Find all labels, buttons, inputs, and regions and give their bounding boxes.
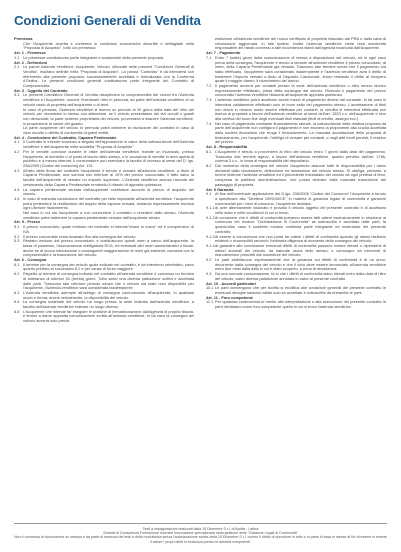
article-section [14,37,194,51]
article-heading: Art. 2 - Definizioni [14,59,48,65]
article-heading: Premessa [14,36,33,41]
article-paragraph [14,197,194,211]
article-heading: Art. 3 - Oggetto del Contratto [14,87,68,93]
paragraph-number: 9.3 [206,271,212,277]
article-section [14,89,194,136]
paragraph-text: Dal momento della consegna del veicolo l'acquirente assume tutte le responsabilità per i danni derivanti dalla circolazione, detenzione ed immissione del veicolo stesso. Si obbliga, pertanto, a tenere indenne l'azienda venditrice ed il precedente intestatario del veicolo da ogni pretesa di terzi, compresa la pubblica amministrazione, che possa derivare dalla mancata trascrizione del passaggio di proprietà. [215,162,386,187]
paragraph-text: Nel caso di pagamento mediante finanziamento rateale, la sottoscrizione della relativa proposta da parte dell'acquirente non configura il pagamento e non esonera la proponente alla scuola accettata dalla società finanziaria che eroga il finanziamento. La mancata accettazione della proposta di finanziamento, per l'acquirente, l'obbligo di versare per contanti, o negli altri modi previsti, il residuo del prezzo. [215,120,386,145]
article-section [206,51,386,145]
article-paragraph [14,93,194,107]
paragraph-text: di garantire alla conclusione eventuali difetti di conformità possono essere rilevati o dipendenti di utilizzi anomali del veicolo, da naturale usura dello stesso, e comunque da interventi di manutenzione prescritti dal costruttore del veicolo; [215,242,386,258]
article-heading: Art. 1 - Premesse [14,50,46,56]
article-paragraph [206,244,386,258]
article-section [206,37,386,51]
footer-line-3: Non è concessa la riproduzione su stampa e da parte di nessuno dei testi e della modulistica senza l'autorizzazione scritta della 15 Dicembre S.r.l. ovvero il diritto di riprodurre in tutto o in parte di essa le stesse ai fini di essere in essere il valore i propri diritti in esclusiva presso le autorità competenti. [14,535,387,544]
article-section [206,282,386,296]
article-paragraph [206,56,386,84]
article-paragraph [14,150,194,169]
paragraph-text: Il prezzo concordato, quale indicato nel contratto si intende"chiavi in mano" ed è comprensivo di IVA. [23,224,194,234]
paragraph-number: 7.3 [206,97,212,103]
paragraph-text: Da una normale consumazione, fa sì che i difetti di conformità siano rilevati entro dalla data di ritiro del veicolo, salvo diversa pattuizione annotata in calce al presente contratto. [215,271,386,281]
paragraph-text: In caso di permuta, l'Azienda venditrice si riserva un periodo di 30 giorni dalla data del ritiro del veicolo per riscontrare lo stesso con attenzione, se il veicolo presentasse dei vizi occulti o guasti non denunciati, la parte cedente proprietaria del veicolo, provvederà a risarcire l'azienda venditrice, in proporzione al valore del guasto. [23,106,194,126]
article-section [206,145,386,187]
article-paragraph [14,108,194,127]
paragraph-number: 5.3 [14,238,20,244]
paragraph-text: Le parole Azienda Venditrice, Acquirente, Veicolo, utilizzate nelle presenti "Condizioni Generali di Vendita", risultano definite nella "Proposta di Acquisto". La parola "Contratto" è da intendersi con riferimento alla presente proposta, successivamente accettata e formalizzata con la Conferma d'Ordine. Le presenti condizioni generali costituiscono parte integrante del Contratto di Compravendita. [23,64,194,89]
article-heading: Art. 6 - Consegna [14,257,47,263]
paragraph-number: 9.1.2 [206,214,215,220]
left-column [14,37,194,324]
paragraph-number: 11.1 [206,299,214,305]
paragraph-number: 4.2 [14,148,20,154]
paragraph-number: 9.1.4 [206,242,215,248]
paragraph-number: 4.3 [14,167,20,173]
paragraph-text: Per qualsiasi controversia in merito alla interpretazione o alla esecuzione del presente contratto le parti dichiarano come foro competente quello in cui si trova l'azienda venditrice. [215,299,386,310]
article-paragraph [14,211,194,220]
paragraph-text: L'Acquirente che intende far eseguire le pratiche di immatricolazione dall'agenzia di propria fiducia, è tenuto a darne apposita comunicazione scritta all'azienda venditrice. In tal caso la consegna del veicolo avverrà solo previa [23,308,194,324]
paragraph-number [14,108,23,127]
paragraph-text: All'atto della firma del contratto l'acquirente è tenuto a versare all'azienda venditrice, a titolo di Caparra Penitenziale, una somma non inferiore al 10% del prezzo concordato, il fatto salvo la facoltà dell'acquirente di versare un importo superiore. L'Azienda venditrice accusa ricevuta del versamento della Caparra Penitenziale rendendo il rilascio di apposita quietanza. [23,167,194,187]
article-section [14,136,194,221]
footer [14,523,387,544]
paragraph-text: Che l'Acquirente accetta e conferma le condizioni economiche descritte e dettagliate nella "Proposta di Acquisto", tutto ciò premesso: [23,40,194,51]
paragraph-number: 9.1.3 [206,233,215,239]
paragraph-text: Le parti stabiliscono espressamente che la garanzia sui difetti di conformità è di un anno, decorrente dalla consegna del veicolo e che il vizio deve essere denunciato all'azienda venditrice entro due mesi dalla data in cui è stato scoperto, a pena di decadenza; [215,257,386,272]
paragraph-number: 7.2 [206,83,212,89]
article-paragraph [14,310,194,324]
paragraph-text: Le parti convengono che per iscritto si modifica alle condizioni generali del presente contratto le eventuali deroghe saranno valide solo se accettate e sottoscritte da entrambe le parti. [215,285,386,295]
paragraph-text: La consegna materiale del veicolo ha luogo presso la sede indicata dall'azienda venditrice, a facoltà dell'azienda venditrice indicare un luogo diverso. [23,299,194,310]
paragraph-text: La caparra penitenziale versata dall'acquirente costituisce acconto al prezzo di acquisto del veicolo. [23,186,194,197]
article-heading: Art. 11 - Foro competente [206,294,253,300]
paragraph-number: 5.1 [14,224,20,230]
paragraph-number: 4.1 [14,139,20,145]
article-section [14,220,194,258]
article-heading: Art. 4 - Conclusione del Contratto, Caparra Penitenziale [14,134,117,140]
columns [14,37,387,324]
paragraph-text: Entro 7 (sette) giorni dalla comunicazione di messa a disposizione del veicolo, ed in ogni caso prima della consegna, l'acquirente è tenuto a versare all'azienda venditrice il prezzo concordato, al netto, della Caparra Penitenziale già versata. Trascorso tale termine senza che il pagamento sia stato effettuato, l'acquirente sarà considerato inadempiente e l'azienda venditrice avrà il diritto di trattenere l'importo versato a titolo di Deposito Cauzionale, fermo restando il diritto al recupero quale il maggior danno, il risarcimento del danno. [215,54,386,84]
paragraph-text: L'azienda venditrice potrà accettare anche mezzi di pagamento diversi dal contante. In tal caso si intenderà validamente effettuato solo al buon esito del pagamento stesso. L'accettazione di titoli non dovrà in nessun modo essere effettuata per contanti, la vendita si intenderà effettuata con riserva di proprietà a favore dell'azienda venditrice ai sensi dell'art. 1523 c.c. dell'acquirente e sino alla verifica del buon fine degli eventuali titoli rilasciati (titoli di credito, assegni ecc.). [215,97,386,121]
paragraph-text: La parte acquirente del veicolo in permuta potrà chiedere la risoluzione del contratto in caso di vizio occulto o difetto di conformità di grave entità. [23,125,194,136]
paragraph-number: 8.1 [206,148,212,154]
paragraph-text: Nel caso in cui sia l'acquirente a non concludere il contratto o recedere dallo stesso, l'Azienda venditrice potrà trattenere la caparra penitenziale versata dall'acquirente stesso. [23,210,194,220]
paragraph-text: Restano escluse dal prezzo concordato, e costituiscono quindi oneri a carico dell'acquirente, la tassa di possesso, l'assicurazione obbligatoria RCA, ed eventuali altri oneri amministrativi o fiscali, anche se di nuova introduzione o conseguenti maggiorazione di oneri già esistenti, connessi con la compravendita e la trascrizione del veicolo. [23,238,194,258]
paragraph-number: 6.5 [14,308,20,314]
article-heading: Art. 8 - Responsabilità [206,144,248,150]
article-paragraph [14,65,194,89]
paragraph-text: Il pagamento avverrà per contanti presso la sede dell'azienda venditrice o altro mezzo idoneo espressamente effettuato, prima della consegna del veicolo. Ricevuto il pagamento del prezzo concordato l'azienda venditrice rilascerà all'acquirente apposita quietanza. [215,83,386,98]
paragraph-text: esibizione all'azienda venditrice del nuovo certificato di proprietà rilasciato dal PRA o dalla carta di circolazione aggiornata. In tale ipotesi, inoltre l'azienda venditrice viene resa manlevata responsabile dei ritardi connessi a tale incombenza stanti dall'agenzia incaricata dall'acquirente. [215,36,386,51]
paragraph-number: 6.3 [14,289,20,295]
paragraph-text: Al fine dell'eventuale applicazione del D.lgs. 206/2005 "Codice del Consumo" l'Acquirente è tenuto a specificare alla "Direttiva 1999/44/CE" in materia di garanzia legale di conformità e garanzie commerciali per i beni di consumo, l'acquirente dichiara: [215,191,386,206]
paragraph-number: 6.4 [14,299,20,305]
article-paragraph [14,239,194,258]
paragraph-number: 3.1 [14,92,20,98]
paragraph-text: L'Acquirente è tenuto a provvedere al ritiro del veicolo entro 7 giorni dalla data del pagamento. Trascorso tale termine agevo, a favore dell'azienda venditrice, quanto previsto dall'art. 1766, comma 2 c.c., in tema di responsabilità del depositario. [215,148,386,164]
paragraph-number: 10.1 [206,285,214,291]
right-column [206,37,386,324]
article-heading: Art. 9 Garanzia [206,186,234,192]
footer-line-1: Testi a impaginazione realizzati dalla 15 Dicembre S.r.l. di Aprilia - Latina [142,526,259,531]
article-paragraph [206,164,386,188]
footer-line-2: Società di Consulenza Formazione Incentivi Innovazione specializzata nella gestione delle "Garanzie Legali di Conformità" [103,531,298,536]
paragraph-text: Il termine per la consegna del veicolo quale indicato nel contratto, è da intendersi orientativo, salvo quanto previsto al successivo 6.2 e per cause di forza maggiore. [23,261,194,272]
article-paragraph [206,258,386,272]
paragraph-text: Il Contratto si intende concluso a seguito dell'apposizione in calce della sottoscrizione dell'Azienda venditrice e dell'acquirente nella suddetta "Proposta di Acquisto". [23,139,194,150]
article-section [14,258,194,324]
article-paragraph [206,84,386,98]
paragraph-number: 8.2 [206,162,212,168]
article-paragraph [206,37,386,51]
footer-divider [14,523,387,524]
article-paragraph [206,300,386,309]
paragraph-number: 9.1.1 [206,205,215,211]
paragraph-number: 6.1 [14,261,20,267]
paragraph-number: 6.2 [14,271,20,277]
article-heading: Art. 10 - Accordi particolari [206,280,256,286]
article-paragraph [206,192,386,206]
article-section [206,188,386,282]
paragraph-text: Le premesse costituiscono parte integrante e sostanziale della presente proposta. [23,54,165,60]
paragraph-text: di aver attentamente visionato e provato il veicolo oggetto del presente contratto e di accettarlo nello stato e nelle condizioni in cui si trova; [215,205,386,216]
article-heading: Art. 5 - Prezzo [14,219,40,225]
paragraph-number: 4.5 [14,195,20,201]
paragraph-text: Rispetto al termine di consegna indicato nel contratto all'azienda venditrice è concesso un termine di tolleranza di ulteriori 30 (trenta) giorni. Tutto salvo una diversa pattuizione scritta e accettata dalle parti. Trascorso tale ulteriore periodo senza che il veicolo sia stato reso disponibile per l'acquirente, l'Azienda venditrice sarà considerata inadempiente. [23,271,194,291]
paragraph-number: 9.1 [206,191,212,197]
paragraph-text: In caso di mancata conclusione del contratto per fatto imputabile all'azienda venditrice, l'acquirente potrà pretendere la restituzione del doppio della caparra versata, restando espressamente esclusa ogni ulteriore risarcimento. [23,195,194,211]
paragraph-number: 2.1 [14,64,20,70]
article-paragraph [206,122,386,146]
paragraph-text: Per le vendite concluse durante le visite dell'azienda venditrice, tramite un incaricato, presso l'acquirente, al domicilio o al posto di lavoro dello stesso, o in occasione di vendite in area aperta al pubblico e a mezzo internet, il consumatore può esercitare la facoltà di recesso ai sensi del D. lgs. 206/2005 (Codice del consumo) Art. 131. [23,148,194,168]
article-paragraph [206,150,386,164]
paragraph-number: 9.2 [206,257,212,263]
paragraph-text: di essere a conoscenza che non potrà far valere i difetti di conformità quando gli stessi risultano evidenti o riconoscibili secondo l'ordinaria diligenza al momento della consegna del veicolo; [215,233,386,244]
paragraph-number: 7.1 [206,54,212,60]
article-section [206,296,386,310]
paragraph-text: di conoscere che è difetti di conformità potranno essere fatti valere esclusivamente in relazione al contenuto del modulo "Dichiarazione di Conformità" se sottoscritto e accettato dalle parti, fa quanto'altro caso il suddetto modulo costituirà parte integrante ed essenziale del presente contratto; [215,214,386,234]
paragraph-number: 1.1 [14,54,20,60]
paragraph-text: L'Azienda venditrice adempie all'obbligo di consegna comunicando all'acquirente, in qualsiasi modo e forma, anche verbalmente, la disponibilità del veicolo. [23,289,194,300]
article-section [14,61,194,89]
article-heading: Art. 7 - Pagamento [206,50,241,56]
article-paragraph [14,272,194,291]
paragraph-number [206,37,215,51]
article-paragraph [206,98,386,122]
document-title: Condizioni Generali di Vendita [14,13,201,28]
article-paragraph [14,169,194,188]
paragraph-number: 4.4 [14,186,20,192]
paragraph-number: 7.4 [206,120,212,126]
article-paragraph [206,216,386,235]
paragraph-number: 5.2 [14,233,20,239]
paragraph-text: Il prezzo concordato resta invariato fino alla consegna del veicolo. [23,233,137,239]
paragraph-text: Le presenti Condizioni Generali di Vendita disciplinano la compravendita dei veicoli tra l'Azienda venditrice e l'Acquirente, nonché l'eventuale ritiro in permuta, da parte dell'azienda venditrice di un veicolo usato di proprietà dell'acquirente o di terzi. [23,92,194,107]
